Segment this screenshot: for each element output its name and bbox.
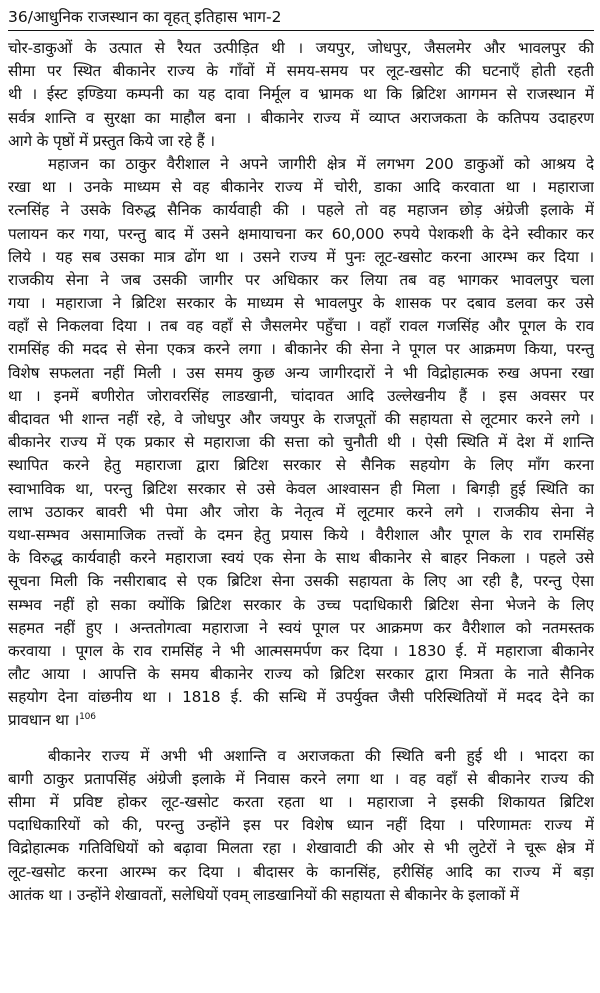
text-line [8,269,594,292]
text-line [8,83,594,106]
text-line [8,37,594,60]
line-text: यथा-सम्भव असामाजिक तत्त्वों के दमन हेतु प्रयास किये । वैरीशाल और पूगल के राव रामसिंह [8,525,594,544]
line-text: था । इनमें बणीरोत जोरावरसिंह लाडखानी, चांदावत आदि उल्लेखनीय हैं । इस अवसर पर [8,386,594,405]
line-text: राजकीय सेना ने जब उसकी जागीर पर अधिकार कर लिया तब वह भागकर भावलपुर चला [8,270,594,289]
text-line [8,617,594,640]
line-text: सहयोग देना वांछनीय था । 1818 ई. की सन्धि में उपर्युक्त जैसी परिस्थितियों में मदद देने का [8,688,594,707]
line-text: करवाया । पूगल के राव रामसिंह ने भी आत्मसमर्पण कर दिया । 1830 ई. में महाराजा बीकानेर [8,641,594,660]
line-text: लिये । यह सब उसका मात्र ढोंग था । उसने राज्य में पुनः लूट-खसोट करना आरम्भ कर दिया । [8,247,594,266]
header-rule [8,30,594,31]
text-line [8,431,594,454]
line-text: आतंक था । उन्होंने शेखावतों, सलेधियों एवम् लाडखानियों की सहायता से बीकानेर के इलाकों में [8,885,519,904]
line-text: चोर-डाकुओं के उत्पात से रैयत उत्पीड़ित थी । जयपुर, जोधपुर, जैसलमेर और भावलपुर की [8,39,594,57]
text-line [8,385,594,408]
paragraph [8,153,594,733]
line-text: विद्रोहात्मक गतिविधियों को बढ़ावा मिलता रहा । शेखावाटी की ओर से भी लुटेरों ने चूरू क्षेत्र में [8,839,594,858]
line-text: गया । महाराजा ने ब्रिटिश सरकार के माध्यम से भावलपुर के शासक पर दबाव डलवा कर उसे [8,294,594,313]
text-line [8,315,594,338]
line-text: रामसिंह की मदद से सेना एकत्र करने लगा । बीकानेर की सेना ने पूगल पर आक्रमण किया, परन्तु [8,340,594,359]
text-line [8,709,594,732]
text-line [8,60,594,83]
paragraph [8,745,594,907]
text-line [8,547,594,570]
text-line [8,454,594,477]
text-line [8,199,594,222]
line-text: विशेष सफलता नहीं मिली । उस समय कुछ अन्य जागीरदारों ने भी विद्रोहात्मक रुख अपना रखा [8,363,594,382]
line-text: स्वाभाविक था, परन्तु ब्रिटिश सरकार से उसे केवल आश्वासन ही मिला । बिगड़ी हुई स्थिति का [8,479,594,498]
line-text: आगे के पृष्ठों में प्रस्तुत किये जा रहे हैं । [8,131,215,150]
text-line [8,478,594,501]
text-line [8,246,594,269]
text-line [8,362,594,385]
text-line [8,745,594,768]
text-line [8,837,594,860]
line-text: बीकानेर राज्य में एक प्रकार से महाराजा की सत्ता को चुनौती थी । ऐसी स्थिति में देश में शान्ति [8,433,594,452]
line-text: लौट आया । आपत्ति के समय बीकानेर राज्य को ब्रिटिश सरकार द्वारा मित्रता के नाते सैनिक [8,665,594,684]
line-text: वहाँ से निकलवा दिया । तब वह वहाँ से जैसलमेर पहुँचा । वहाँ रावल गजसिंह और पूगल के राव [8,317,594,336]
text-line [8,408,594,431]
line-text: प्रावधान था । [8,711,80,730]
line-text: सर्वत्र शान्ति व सुरक्षा का माहौल बना । बीकानेर राज्य में व्याप्त अराजकता के कतिपय उदाहरण [8,108,594,127]
text-line [8,663,594,686]
footnote-reference: 106 [79,712,96,723]
text-line [8,640,594,663]
text-line [8,130,594,153]
text-line [8,768,594,791]
text-line [8,594,594,617]
text-line [8,501,594,524]
line-text: सम्भव नहीं हो सका क्योंकि ब्रिटिश सरकार के उच्च पदाधिकारी ब्रिटिश सेना भेजने के लिए [8,595,594,614]
paragraph-gap [8,733,594,745]
running-head: 36/आधुनिक राजस्थान का वृहत् इतिहास भाग-2 [8,8,282,26]
text-line [8,791,594,814]
line-text: स्थापित करने हेतु महाराजा द्वारा ब्रिटिश सरकार से सैनिक सहयोग के लिए माँग करना [8,456,594,475]
line-text: लाभ उठाकर बावरी भी पेमा और जोरा के नेतृत्व में लूटमार करने लगे । राजकीय सेना ने [8,502,594,521]
line-text: बागी ठाकुर प्रतापसिंह अंग्रेजी इलाके में निवास करने लगा था । वह वहाँ से बीकानेर राज्य की [8,769,594,788]
line-text: सीमा पर स्थित बीकानेर राज्य के गाँवों में समय-समय पर लूट-खसोट की घटनाएँ होती रहती [8,62,594,81]
text-line [8,861,594,884]
text-line [8,884,594,907]
text-line [8,814,594,837]
body-text [8,37,594,907]
line-text: रखा था । उनके माध्यम से वह बीकानेर राज्य में चोरी, डाका आदि करवाता था । महाराजा [8,178,594,197]
text-line [8,570,594,593]
line-text: पलायन कर गया, परन्तु बाद में उसने क्षमायाचना कर 60,000 रुपये पेशकशी के देने स्वीकार कर [8,224,594,243]
line-text: बीकानेर राज्य में अभी भी अशान्ति व अराजकता की स्थिति बनी हुई थी । भादरा का [48,746,594,765]
text-line [8,153,594,176]
line-text: महाजन का ठाकुर वैरीशाल ने अपने जागीरी क्षेत्र में लगभग 200 डाकुओं को आश्रय दे [48,154,594,173]
line-text: सहमत नहीं हुए । अन्ततोगत्वा महाराजा ने स्वयं पूगल पर आक्रमण कर वैरीशाल को नतमस्तक [8,618,594,637]
line-text: पदाधिकारियों को की, परन्तु उन्होंने इस पर विशेष ध्यान नहीं दिया । परिणामतः राज्य में [8,816,594,835]
line-text: थी । ईस्ट इण्डिया कम्पनी का यह दावा निर्मूल व भ्रामक था कि ब्रिटिश आगमन से राजस्थान में [8,85,594,104]
text-line [8,176,594,199]
line-text: रत्नसिंह ने उसके विरुद्ध सैनिक कार्यवाही की । पहले तो वह महाजन छोड़ अंग्रेजी इलाके में [8,201,594,220]
paragraph [8,37,594,153]
text-line [8,223,594,246]
line-text: सूचना मिली कि नसीराबाद से एक ब्रिटिश सेना उसकी सहायता के लिए आ रही है, परन्तु ऐसा [8,572,594,591]
line-text: लूट-खसोट करना आरम्भ कर दिया । बीदासर के कानसिंह, हरीसिंह आदि का राज्य में बड़ा [8,862,594,881]
text-line [8,292,594,315]
line-text: बीदावत भी शान्त नहीं रहे, वे जोधपुर और जयपुर के राजपूतों की सहायता से लूटमार करने लगे । [8,410,594,428]
line-text: के विरुद्ध कार्यवाही करने महाराजा स्वयं एक सेना के साथ बीकानेर से बाहर निकला । पहले उसे [8,549,594,568]
line-text: सीमा में प्रविष्ट होकर लूट-खसोट करता रहता था । महाराजा ने इसकी शिकायत ब्रिटिश [8,793,594,811]
text-line [8,338,594,361]
text-line [8,107,594,130]
text-line [8,524,594,547]
text-line [8,686,594,709]
